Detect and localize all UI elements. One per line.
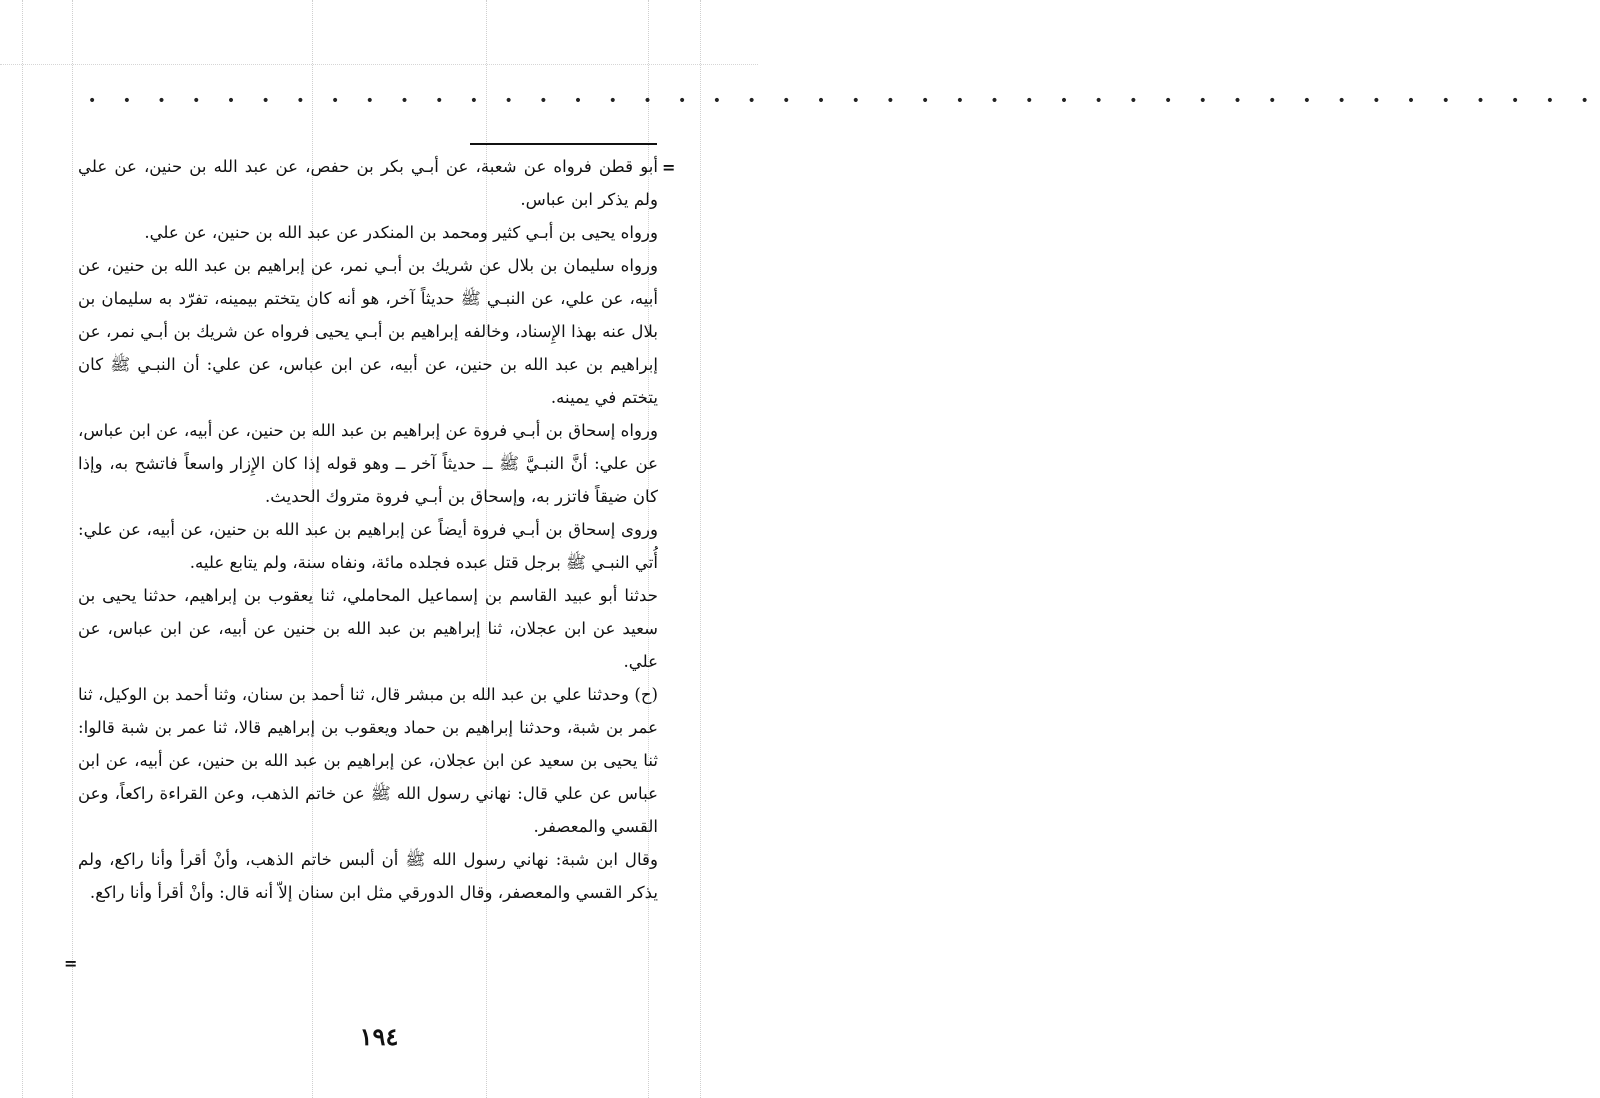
paragraph: أبو قطن فرواه عن شعبة، عن أبـي بكر بن حفص، عن عبد الله بن حنين، عن علي ولم يذكر ابن عباس. [78, 157, 658, 209]
paragraph: ورواه يحيى بن أبـي كثير ومحمد بن المنكدر عن عبد الله بن حنين، عن علي. [144, 223, 658, 242]
scan-guide-line [72, 0, 73, 1098]
paragraph: ورواه إسحاق بن أبـي فروة عن إبراهيم بن عبد الله بن حنين، عن أبيه، عن ابن عباس، عن علي: أنَّ النبـيَّ ﷺ ــ حديثاً آخر ــ وهو قوله إذا كان الإِزار واسعاً فاتشح به، وإذا كان ضيقاً فاتزر به، وإسحاق بن أبـي فروة متروك الحديث. [78, 421, 658, 506]
continuation-mark-top: = [662, 158, 676, 177]
footnote-separator [470, 143, 657, 145]
paragraph: ورواه سليمان بن بلال عن شريك بن أبـي نمر، عن إبراهيم بن عبد الله بن حنين، عن أبيه، عن علي، عن النبـي ﷺ حديثاً آخر، هو أنه كان يتختم بيمينه، تفرّد به سليمان بن بلال عنه بهذا الإِسناد، وخالفه إبراهيم بن أبـي يحيى فرواه عن شريك بن أبـي نمر، عن إبراهيم بن عبد الله بن حنين، عن أبيه، عن ابن عباس، عن علي: أن النبـي ﷺ كان يتختم في يمينه. [78, 256, 658, 407]
scan-guide-line [22, 0, 23, 1098]
scan-guide-line [0, 64, 758, 65]
scan-guide-line [700, 0, 701, 1098]
paragraph: حدثنا أبو عبيد القاسم بن إسماعيل المحاملي، ثنا يعقوب بن إبراهيم، حدثنا يحيى بن سعيد عن ابن عجلان، ثنا إبراهيم بن عبد الله بن حنين عن أبيه، عن ابن عباس، عن علي. [78, 586, 658, 671]
footnote-text [78, 150, 658, 909]
header-dotted-line: • • • • • • • • • • • • • • • • • • • • • • • • • • • • • • • • • • • • • • • • • • • • [88, 93, 1600, 109]
paragraph: (ح) وحدثنا علي بن عبد الله بن مبشر قال، ثنا أحمد بن سنان، وثنا أحمد بن الوكيل، ثنا عمر بن شبة، وحدثنا إبراهيم بن حماد ويعقوب بن إبراهيم قالا، ثنا عمر بن شبة قالوا: ثنا يحيى بن سعيد عن ابن عجلان، عن إبراهيم بن عبد الله بن حنين، عن أبيه، عن ابن عباس عن علي قال: نهاني رسول الله ﷺ عن خاتم الذهب، وعن القراءة راكعاً، وعن القسي والمعصفر. [78, 685, 658, 836]
page-number: ١٩٤ [359, 1022, 399, 1051]
continuation-mark-bottom: = [64, 954, 78, 973]
paragraph: وقال ابن شبة: نهاني رسول الله ﷺ أن ألبس خاتم الذهب، وأنْ أقرأ وأنا راكع، ولم يذكر القسي والمعصفر، وقال الدورقي مثل ابن سنان إلاّ أنه قال: وأنْ أقرأ وأنا راكع. [78, 850, 658, 902]
paragraph: وروى إسحاق بن أبـي فروة أيضاً عن إبراهيم بن عبد الله بن حنين، عن أبيه، عن علي: أُتي النبـي ﷺ برجل قتل عبده فجلده مائة، ونفاه سنة، ولم يتابع عليه. [78, 520, 658, 572]
